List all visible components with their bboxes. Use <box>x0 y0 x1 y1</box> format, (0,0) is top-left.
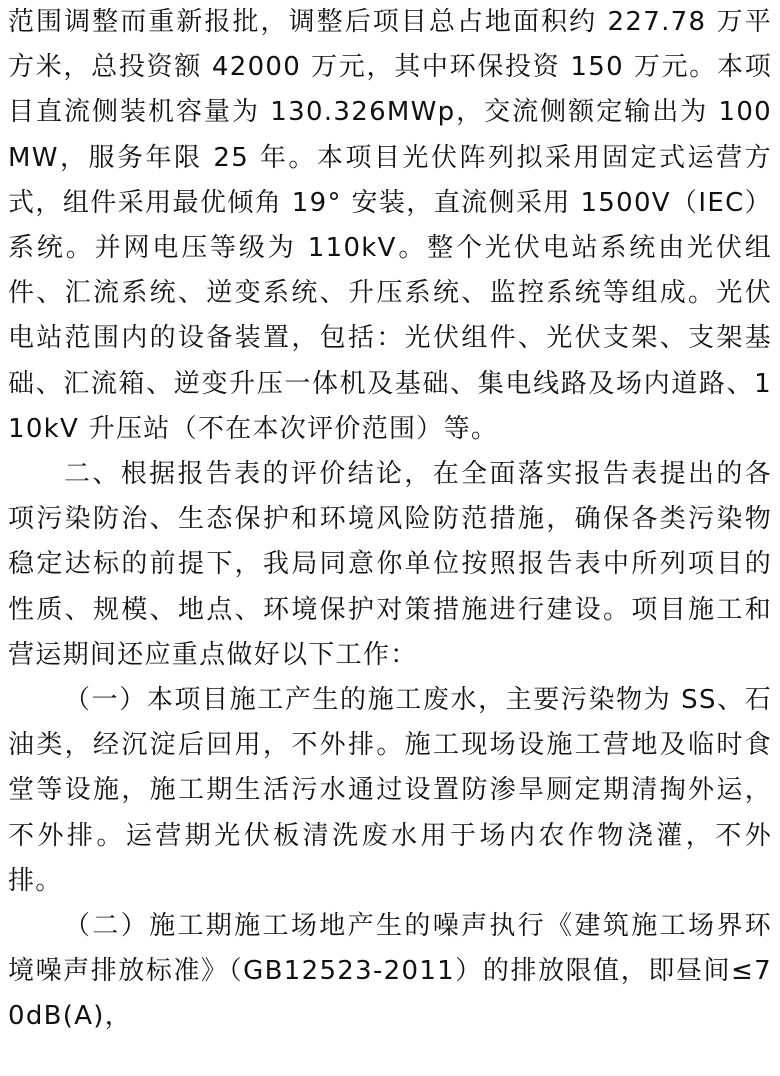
paragraph-approval-conditions: 二、根据报告表的评价结论，在全面落实报告表提出的各项污染防治、生态保护和环境风险防范措施，确保各类污染物稳定达标的前提下，我局同意你单位按照报告表中所列项目的性质、规模、地点、环境保护对策措施进行建设。项目施工和营运期间还应重点做好以下工作： <box>8 459 772 670</box>
document-page <box>8 0 772 1040</box>
paragraph-wastewater-measures: （一）本项目施工产生的施工废水，主要污染物为 SS、石油类，经沉淀后回用，不外排。施工现场设施工营地及临时食堂等设施，施工期生活污水通过设置防渗旱厕定期清掏外运，不外排。运营期光伏板清洗废水用于场内农作物浇灌，不外排。 <box>8 685 772 896</box>
paragraph-project-scope: 范围调整而重新报批，调整后项目总占地面积约 227.78 万平方米，总投资额 42000 万元，其中环保投资 150 万元。本项目直流侧装机容量为 130.326MWp，交流侧额定输出为 100MW，服务年限 25 年。本项目光伏阵列拟采用固定式运营方式，组件采用最优倾角 19° 安装，直流侧采用 1500V（IEC）系统。并网电压等级为 110kV。整个光伏电站系统由光伏组件、汇流系统、逆变系统、升压系统、监控系统等组成。光伏电站范围内的设备装置，包括：光伏组件、光伏支架、支架基础、汇流箱、逆变升压一体机及基础、集电线路及场内道路、110kV 升压站（不在本次评价范围）等。 <box>8 7 772 444</box>
paragraph-noise-limits: （二）施工期施工场地产生的噪声执行《建筑施工场界环境噪声排放标准》（GB12523-2011）的排放限值，即昼间≤70dB(A)， <box>8 911 772 1032</box>
